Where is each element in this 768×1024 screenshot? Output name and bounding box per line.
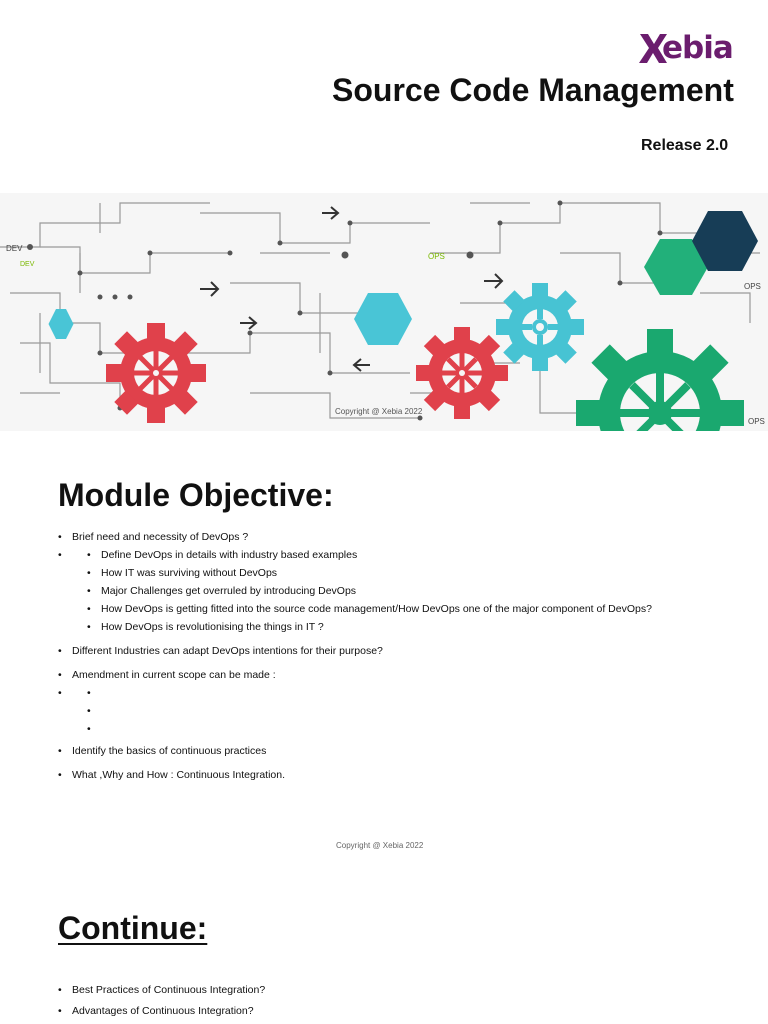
empty-bullet (87, 686, 748, 704)
banner-copyright: Copyright @ Xebia 2022 (335, 407, 423, 416)
list-item: • Amendment in current scope can be made : (58, 668, 748, 682)
module-objective-title: Module Objective: (58, 477, 334, 513)
teal-gear (496, 283, 584, 371)
ops-tag: OPS (428, 252, 445, 261)
list-item: • How DevOps is getting fitted into the source code management/How DevOps one of the major component of DevOps? (87, 602, 748, 616)
slide-copyright: Copyright @ Xebia 2022 (336, 841, 424, 850)
release-label: Release 2.0 (641, 137, 729, 154)
sub-list (58, 548, 748, 634)
green-gear (576, 329, 744, 431)
list-item: • What ,Why and How : Continuous Integration. (58, 768, 748, 782)
circuit-gears-illustration (0, 193, 768, 431)
continue-list (58, 983, 748, 1024)
module-objective-list (58, 530, 748, 782)
title-slide (0, 0, 768, 436)
list-item: • How DevOps is revolutionising the things in IT ? (87, 620, 748, 634)
continue-title: Continue: (58, 910, 208, 946)
empty-bullet (87, 722, 748, 740)
list-item: • Major Challenges get overruled by introducing DevOps (87, 584, 748, 598)
ops-label: OPS (744, 282, 761, 291)
slide-title: Source Code Management (332, 72, 734, 108)
list-item: • Best Practices of Continuous Integration? (58, 983, 748, 997)
dev-tag: DEV (20, 261, 35, 268)
dev-label: DEV (6, 244, 23, 253)
teal-hexagon-small (49, 309, 74, 339)
blank-sub-list (58, 686, 748, 740)
xebia-logo (638, 28, 742, 70)
teal-hexagon-large (354, 293, 412, 345)
red-gear-left (106, 323, 206, 423)
empty-bullet (87, 704, 748, 722)
list-item: • Identify the basics of continuous practices (58, 744, 748, 758)
list-item: • Advantages of Continuous Integration? (58, 1004, 748, 1018)
ops-label-bottom: OPS (748, 417, 765, 426)
red-gear-middle (416, 327, 508, 419)
list-item: • Brief need and necessity of DevOps ? (58, 530, 748, 544)
list-item: • • Define DevOps in details with industry based examples (87, 548, 748, 562)
logo-wordmark: ebia (662, 30, 733, 66)
list-item: • How IT was surviving without DevOps (87, 566, 748, 580)
list-item: • Different Industries can adapt DevOps intentions for their purpose? (58, 644, 748, 658)
devops-gears-banner (0, 193, 768, 431)
